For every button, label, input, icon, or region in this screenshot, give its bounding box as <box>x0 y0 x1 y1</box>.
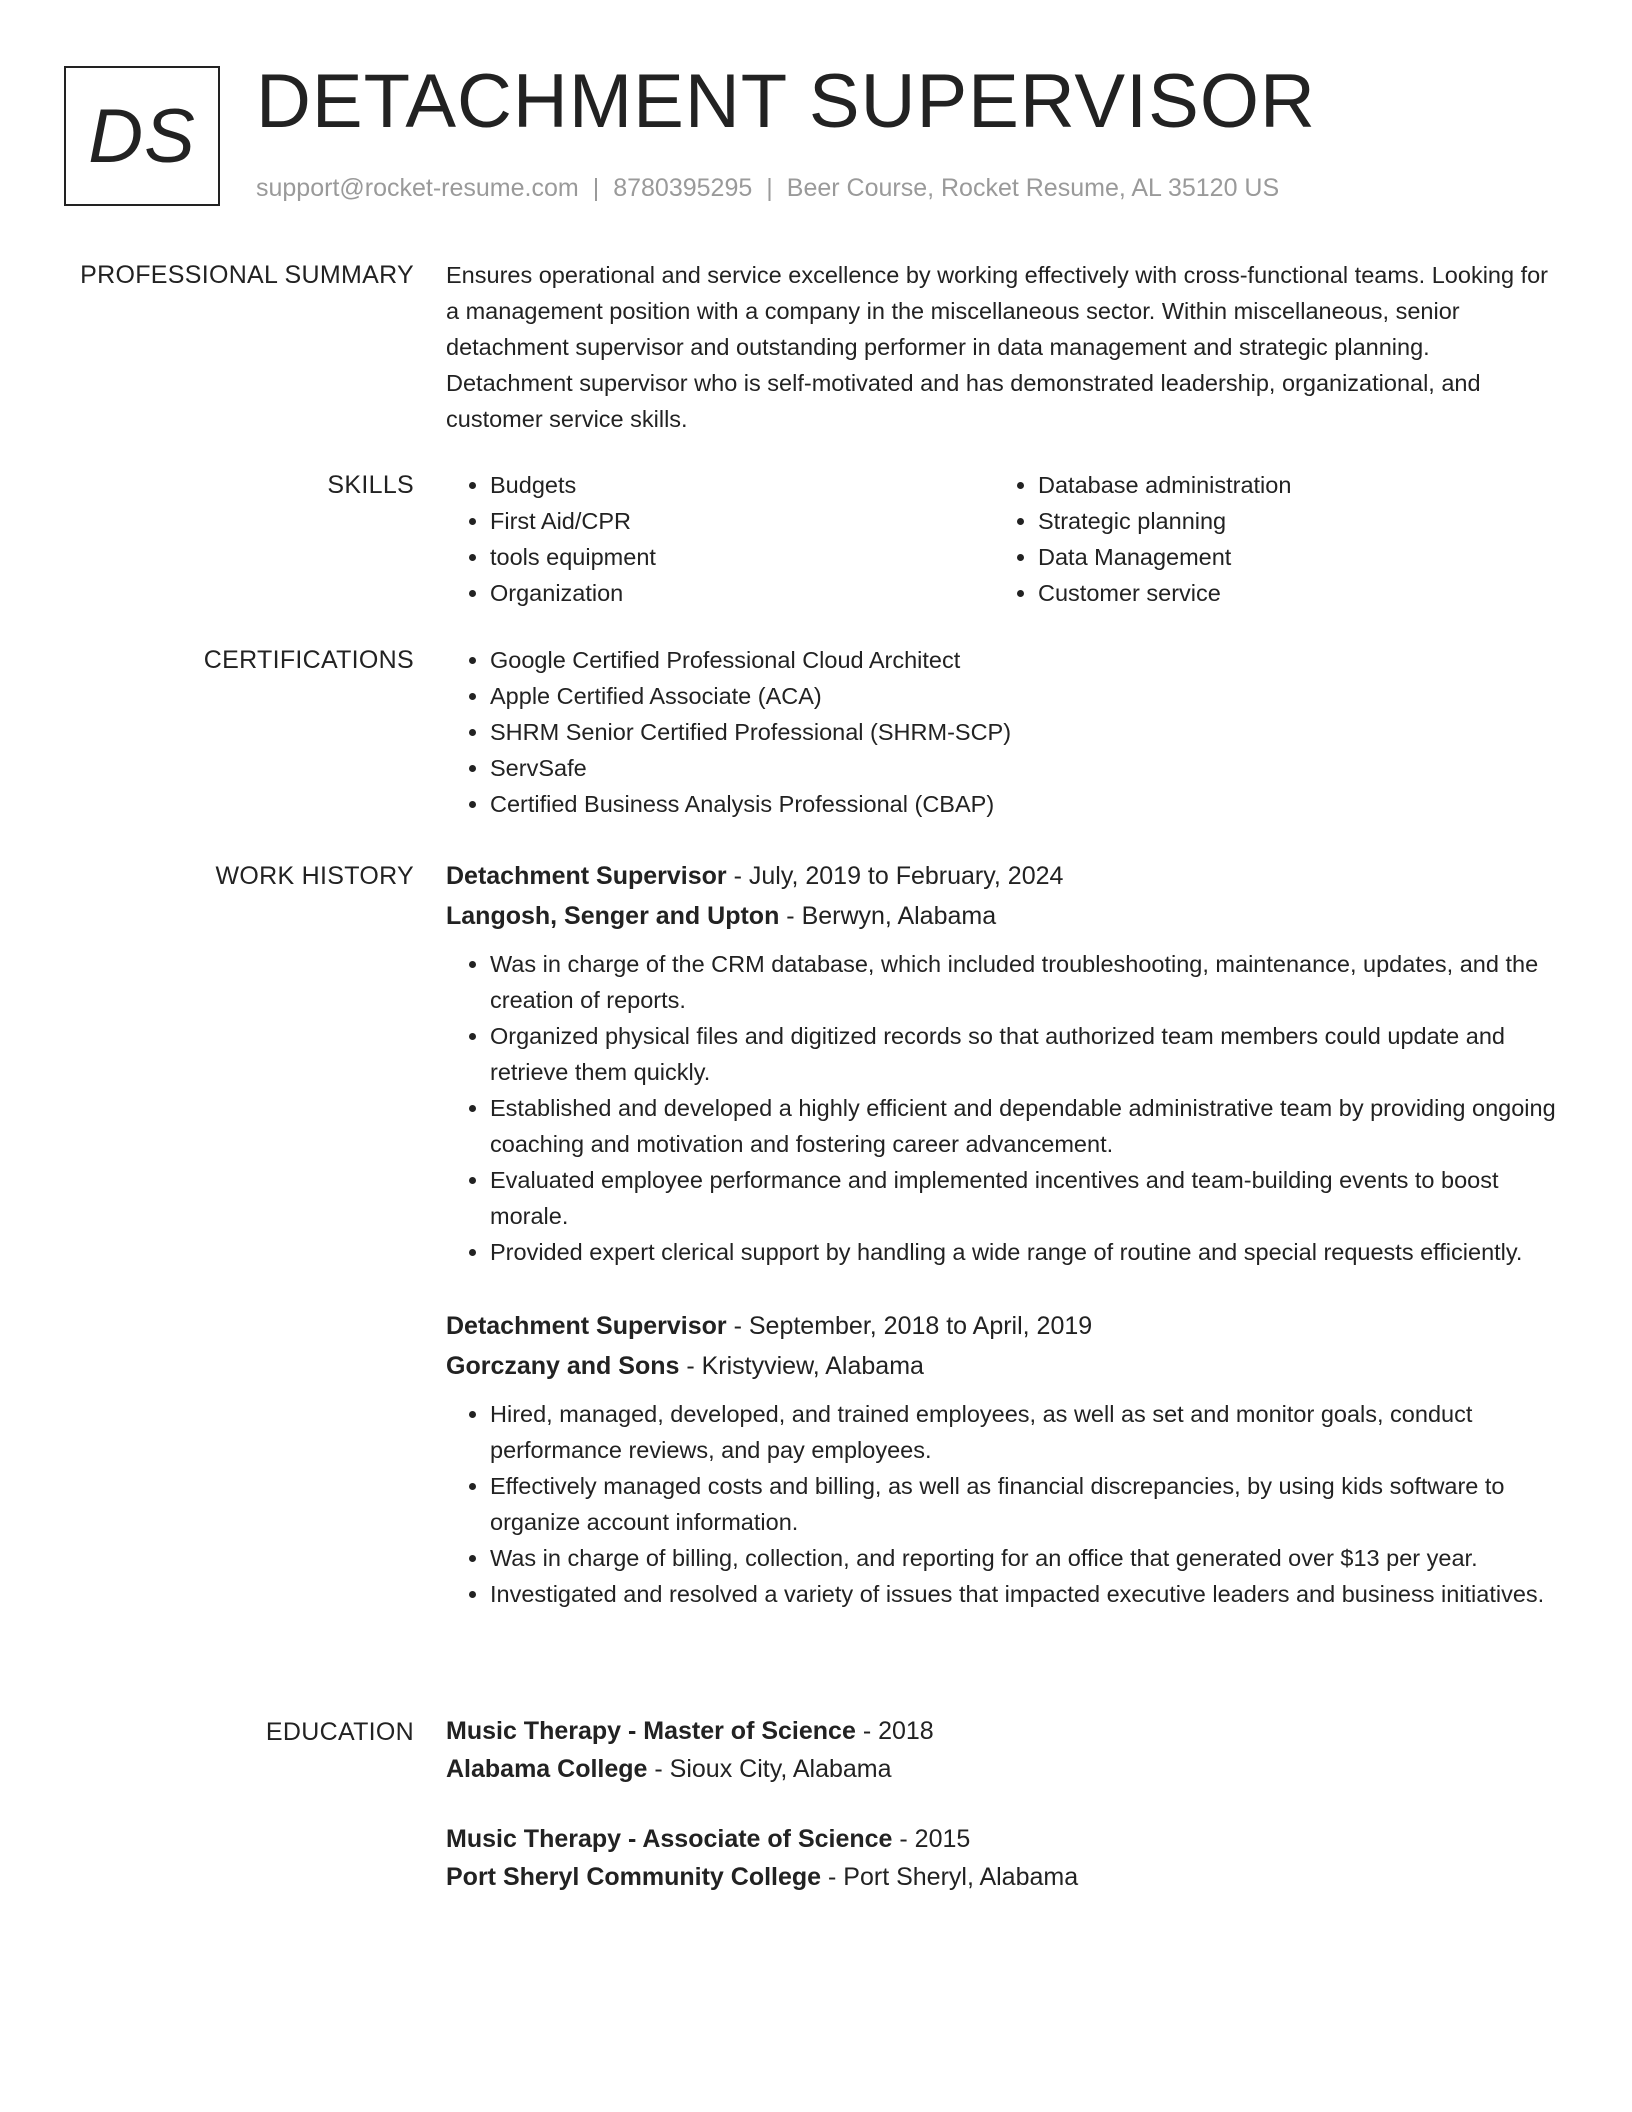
job-company-line <box>446 896 1556 936</box>
contact-email[interactable]: support@rocket-resume.com <box>256 174 579 202</box>
skill-item: • Budgets <box>490 467 966 503</box>
job-bullet: • Investigated and resolved a variety of issues that impacted executive leaders and business initiatives. <box>490 1576 1556 1612</box>
certification-item: • ServSafe <box>490 750 1556 786</box>
job-title: Detachment Supervisor <box>446 1312 727 1340</box>
work-history-label: WORK HISTORY <box>215 862 414 890</box>
skill-item: • Database administration <box>1038 467 1514 503</box>
certification-item: • Apple Certified Associate (ACA) <box>490 678 1556 714</box>
job-bullet: • Established and developed a highly efficient and dependable administrative team by providing ongoing coaching and motivation and fostering career advancement. <box>490 1090 1556 1162</box>
job-company: Gorczany and Sons <box>446 1352 680 1380</box>
education-label: EDUCATION <box>265 1718 414 1746</box>
skill-item: • Strategic planning <box>1038 503 1514 539</box>
skill-item: • Data Management <box>1038 539 1514 575</box>
contact-separator: | <box>766 174 773 202</box>
certifications-list <box>446 642 1556 822</box>
education-year: - 2018 <box>862 1717 934 1745</box>
skill-item: • Organization <box>490 575 966 611</box>
job-company-line <box>446 1346 1556 1386</box>
education-school: Port Sheryl Community College <box>446 1863 822 1891</box>
job-dates: - July, 2019 to February, 2024 <box>733 862 1064 890</box>
education-degree: Music Therapy - Associate of Science <box>446 1825 893 1853</box>
job-entry <box>446 856 1556 1270</box>
contact-address: Beer Course, Rocket Resume, AL 35120 US <box>786 174 1280 202</box>
skills-list <box>446 467 1556 617</box>
skill-item: • First Aid/CPR <box>490 503 966 539</box>
summary-label: PROFESSIONAL SUMMARY <box>80 261 414 289</box>
job-bullet: • Effectively managed costs and billing, as well as financial discrepancies, by using kids software to organize account information. <box>490 1468 1556 1540</box>
skills-label: SKILLS <box>327 471 414 499</box>
education-school: Alabama College <box>446 1755 648 1783</box>
job-company: Langosh, Senger and Upton <box>446 902 780 930</box>
job-bullet: • Provided expert clerical support by handling a wide range of routine and special requests efficiently. <box>490 1234 1556 1270</box>
job-bullets <box>446 1396 1556 1612</box>
education-school-line <box>446 1750 1556 1788</box>
job-dates: - September, 2018 to April, 2019 <box>733 1312 1093 1340</box>
work-history-list <box>446 856 1556 1648</box>
certification-item: • Certified Business Analysis Professional (CBAP) <box>490 786 1556 822</box>
education-degree-line <box>446 1712 1556 1750</box>
contact-line <box>256 174 1279 203</box>
certifications-label: CERTIFICATIONS <box>203 646 414 674</box>
job-location: - Kristyview, Alabama <box>686 1352 924 1380</box>
certification-item: • Google Certified Professional Cloud Architect <box>490 642 1556 678</box>
certification-item: • SHRM Senior Certified Professional (SHRM-SCP) <box>490 714 1556 750</box>
contact-phone[interactable]: 8780395295 <box>613 174 753 202</box>
education-entry <box>446 1712 1556 1788</box>
job-title-line <box>446 856 1556 896</box>
education-year: - 2015 <box>899 1825 971 1853</box>
job-bullets <box>446 946 1556 1270</box>
job-title-line <box>446 1306 1556 1346</box>
job-title: Detachment Supervisor <box>446 862 727 890</box>
education-school-line <box>446 1858 1556 1896</box>
education-list <box>446 1712 1556 1928</box>
job-bullet: • Was in charge of the CRM database, which included troubleshooting, maintenance, updates, and the creation of reports. <box>490 946 1556 1018</box>
candidate-name: DETACHMENT SUPERVISOR <box>256 59 1316 144</box>
education-location: - Sioux City, Alabama <box>654 1755 892 1783</box>
education-entry <box>446 1820 1556 1896</box>
education-degree-line <box>446 1820 1556 1858</box>
job-entry <box>446 1306 1556 1612</box>
skill-item: • tools equipment <box>490 539 966 575</box>
contact-separator: | <box>592 174 600 202</box>
summary-text: Ensures operational and service excellence by working effectively with cross-functional teams. Looking for a management position with a company in the miscellaneous sector. Within miscellaneous, senior detachment supervisor and outstanding performer in data management and strategic planning. Detachment supervisor who is self-motivated and has demonstrated leadership, organizational, and customer service skills. <box>446 262 1549 432</box>
job-bullet: • Evaluated employee performance and implemented incentives and team-building events to boost morale. <box>490 1162 1556 1234</box>
monogram-logo: DS <box>64 66 220 206</box>
skills-column-right <box>994 467 1514 611</box>
job-bullet: • Hired, managed, developed, and trained employees, as well as set and monitor goals, conduct performance reviews, and pay employees. <box>490 1396 1556 1468</box>
job-bullet: • Was in charge of billing, collection, and reporting for an office that generated over $13 per year. <box>490 1540 1556 1576</box>
skill-item: • Customer service <box>1038 575 1514 611</box>
education-degree: Music Therapy - Master of Science <box>446 1717 856 1745</box>
job-location: - Berwyn, Alabama <box>786 902 997 930</box>
education-location: - Port Sheryl, Alabama <box>828 1863 1079 1891</box>
skills-column-left <box>446 467 966 611</box>
job-bullet: • Organized physical files and digitized records so that authorized team members could update and retrieve them quickly. <box>490 1018 1556 1090</box>
